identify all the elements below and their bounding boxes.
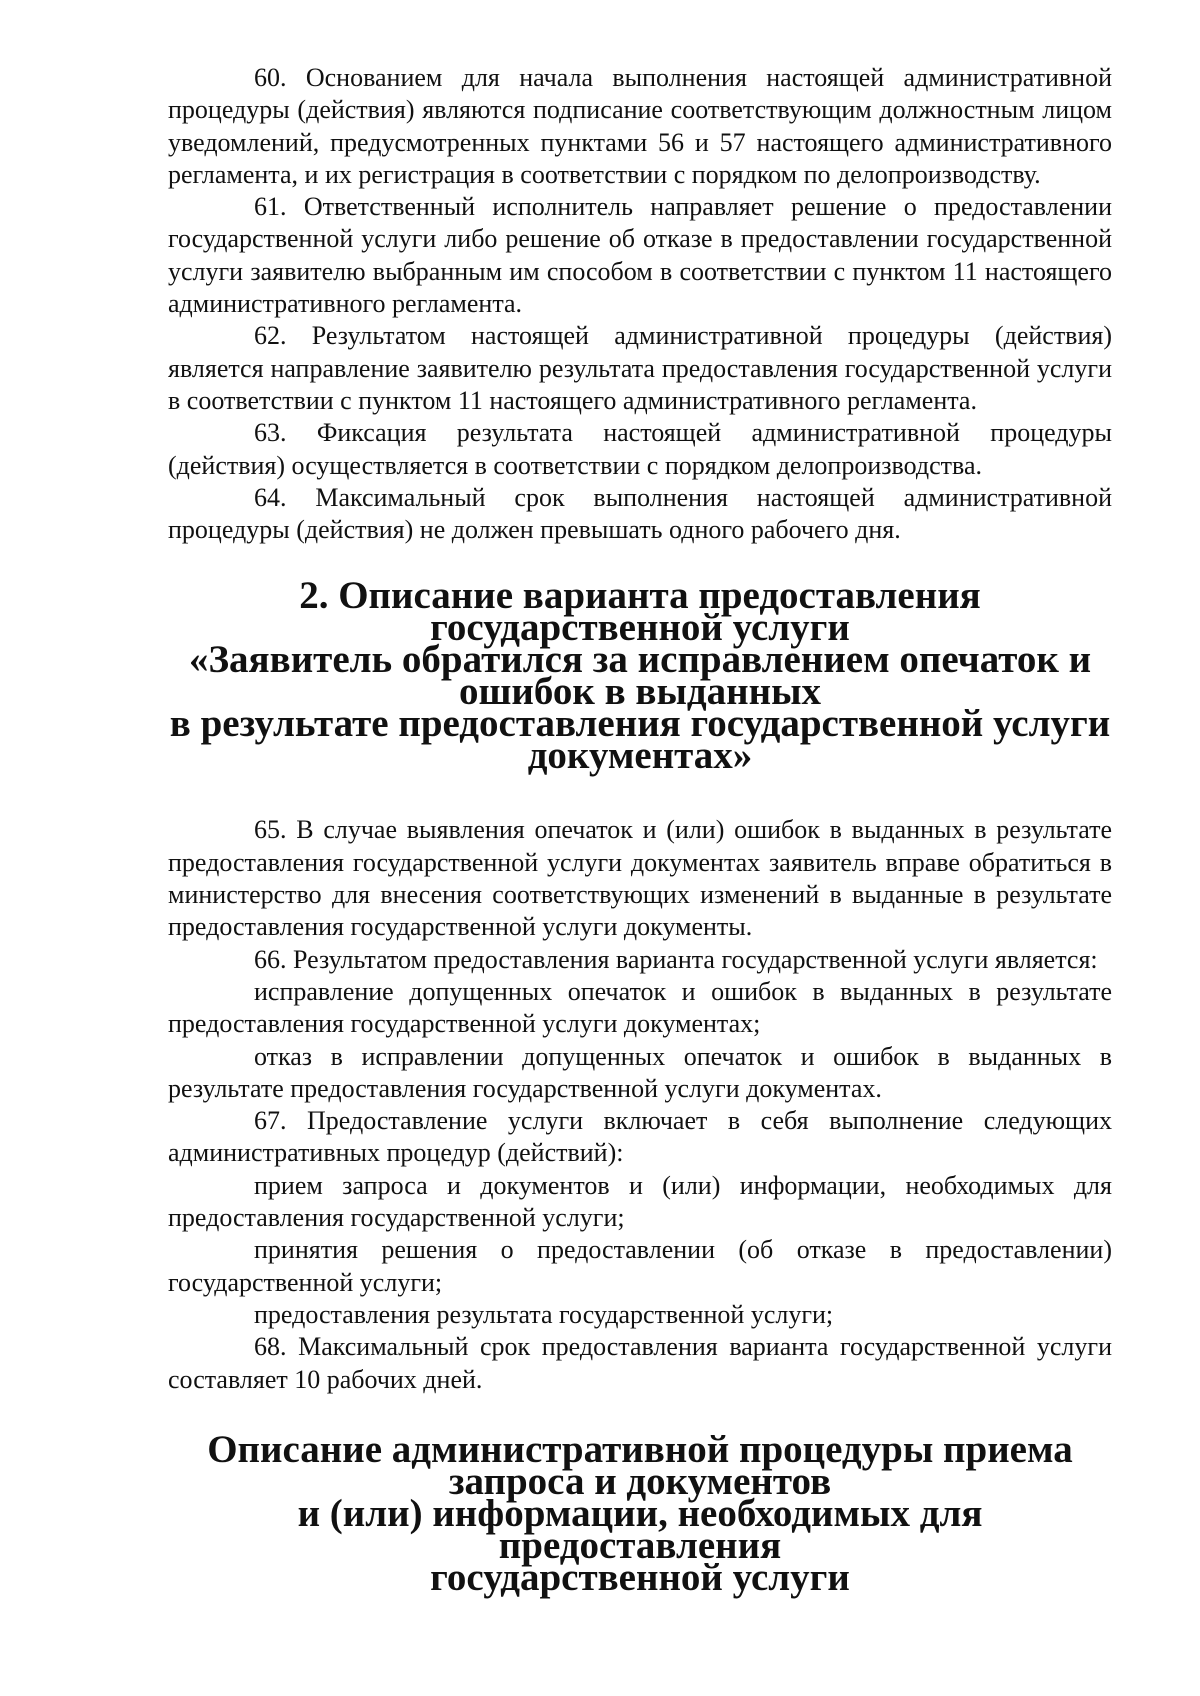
paragraph-64: 64. Максимальный срок выполнения настоящей административной процедуры (действия) не должен превышать одного рабочего дня.	[168, 482, 1112, 545]
paragraph-67-item-3: предоставления результата государственной услуги;	[254, 1299, 834, 1329]
document-page	[168, 62, 1112, 1599]
heading-line: в результате предоставления государственной услуги документах»	[169, 702, 1111, 778]
paragraph-67-item-2: принятия решения о предоставлении (об отказе в предоставлении) государственной услуги;	[168, 1235, 1112, 1297]
paragraphs-mid	[168, 814, 1112, 1395]
paragraph-65: 65. В случае выявления опечаток и (или) ошибок в выданных в результате предоставления государственной услуги документах заявитель вправе обратиться в министерство для внесения соответствующих изменений в выданные в результате предоставления государственной услуги документы.	[168, 815, 1112, 942]
paragraphs-top	[168, 62, 1112, 546]
heading-line: «Заявитель обратился за исправлением опечаток и ошибок в выданных	[188, 638, 1092, 714]
paragraph-68: 68. Максимальный срок предоставления варианта государственной услуги составляет 10 рабочих дней.	[168, 1332, 1112, 1394]
heading-line: Описание административной процедуры приема запроса и документов	[207, 1427, 1073, 1503]
paragraph-67-item-1: прием запроса и документов и (или) информации, необходимых для предоставления государственной услуги;	[168, 1170, 1112, 1233]
paragraph-66-item-2: отказ в исправлении допущенных опечаток и ошибок в выданных в результате предоставления государственной услуги документах.	[168, 1041, 1112, 1103]
section-heading-procedure	[168, 1427, 1112, 1599]
paragraph-63: 63. Фиксация результата настоящей административной процедуры (действия) осуществляется в соответствии с порядком делопроизводства.	[168, 418, 1112, 480]
paragraph-67: 67. Предоставление услуги включает в себя выполнение следующих административных процедур (действий):	[168, 1106, 1112, 1168]
heading-line: 2. Описание варианта предоставления государственной услуги	[299, 574, 981, 650]
paragraph-61: 61. Ответственный исполнитель направляет решение о предоставлении государственной услуги либо решение об отказе в предоставлении государственной услуги заявителю выбранным им способом в соответствии с пунктом 11 настоящего административного регламента.	[168, 192, 1112, 319]
heading-line: и (или) информации, необходимых для предоставления	[297, 1491, 983, 1567]
heading-line: государственной услуги	[430, 1555, 850, 1599]
paragraph-66: 66. Результатом предоставления варианта государственной услуги является:	[254, 944, 1098, 974]
spacer	[168, 772, 1112, 814]
section-heading-variant-2	[168, 574, 1112, 778]
paragraph-66-item-1: исправление допущенных опечаток и ошибок в выданных в результате предоставления государственной услуги документах;	[168, 976, 1112, 1039]
paragraph-60: 60. Основанием для начала выполнения настоящей административной процедуры (действия) являются подписание соответствующим должностным лицом уведомлений, предусмотренных пунктами 56 и 57 настоящего административного регламента, и их регистрация в соответствии с порядком по делопроизводству.	[168, 63, 1112, 189]
paragraph-62: 62. Результатом настоящей административной процедуры (действия) является направление заявителю результата предоставления государственной услуги в соответствии с пунктом 11 настоящего административного регламента.	[168, 321, 1112, 415]
